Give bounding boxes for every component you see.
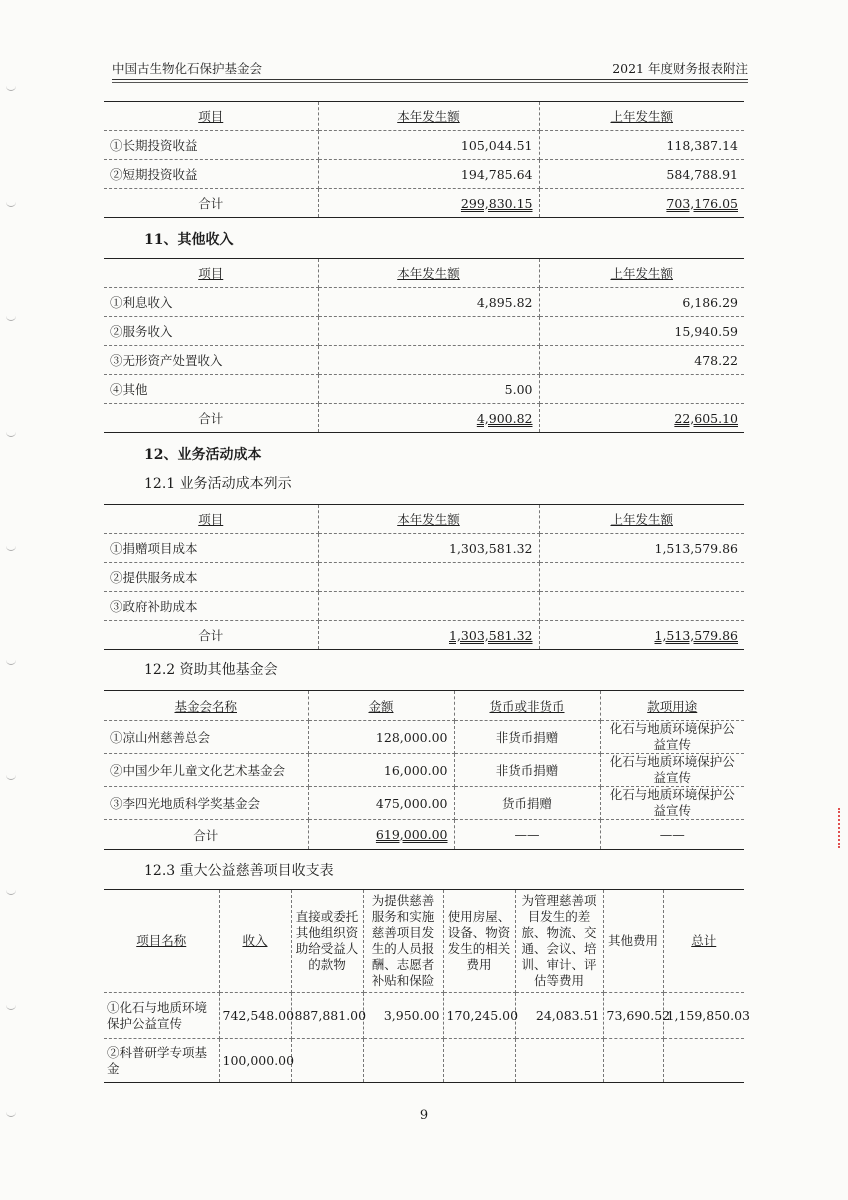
- col-header-facilities: 使用房屋、设备、物资发生的相关费用: [443, 890, 515, 993]
- table-row: [104, 721, 744, 754]
- col-header-personnel: 为提供慈善服务和实施慈善项目发生的人员报酬、志愿者补贴和保险: [363, 890, 443, 993]
- section-heading-12: 12、业务活动成本: [144, 447, 262, 463]
- investment-income-table: [104, 101, 744, 218]
- table-row: [104, 787, 744, 820]
- row-current: 5.00: [318, 375, 539, 404]
- table-row: [104, 534, 744, 563]
- row-previous: 584,788.91: [539, 160, 744, 189]
- total-row: [104, 621, 744, 650]
- row-personnel: 3,950.00: [363, 993, 443, 1039]
- col-header-total: 总计: [663, 890, 744, 993]
- col-header-current: 本年发生额: [318, 102, 539, 131]
- row-item: ①利息收入: [104, 288, 318, 317]
- row-item: ②短期投资收益: [104, 160, 318, 189]
- row-current: [318, 317, 539, 346]
- col-header-previous: 上年发生额: [539, 259, 744, 288]
- total-amount: 619,000.00: [375, 827, 448, 842]
- row-management: [515, 1039, 603, 1083]
- page-number: 9: [419, 1108, 429, 1123]
- row-item: ④其他: [104, 375, 318, 404]
- row-item: ①捐赠项目成本: [104, 534, 318, 563]
- table-row: [104, 754, 744, 787]
- header-report-title: 2021 年度财务报表附注: [612, 61, 748, 76]
- total-label: 合计: [104, 404, 318, 433]
- row-current: [318, 563, 539, 592]
- row-previous: 15,940.59: [539, 317, 744, 346]
- col-header-management: 为管理慈善项目发生的差旅、物流、交通、会议、培训、审计、评估等费用: [515, 890, 603, 993]
- total-row: [104, 404, 744, 433]
- row-personnel: [363, 1039, 443, 1083]
- table-row: [104, 1039, 744, 1083]
- section-heading-11: 11、其他收入: [144, 232, 234, 248]
- row-current: 1,303,581.32: [318, 534, 539, 563]
- row-foundation-name: ②中国少年儿童文化艺术基金会: [104, 754, 308, 787]
- row-current: [318, 592, 539, 621]
- row-monetary: 非货币捐赠: [454, 754, 600, 787]
- table-row: [104, 592, 744, 621]
- row-current: [318, 346, 539, 375]
- row-current: 105,044.51: [318, 131, 539, 160]
- red-stamp-edge: [838, 808, 843, 848]
- row-amount: 128,000.00: [308, 721, 454, 754]
- row-other: [603, 1039, 663, 1083]
- row-management: 24,083.51: [515, 993, 603, 1039]
- table-row: [104, 346, 744, 375]
- total-current: 1,303,581.32: [449, 627, 533, 643]
- row-amount: 475,000.00: [308, 787, 454, 820]
- total-monetary: ——: [454, 820, 600, 850]
- col-header-previous: 上年发生额: [539, 102, 744, 131]
- row-project-name: ①化石与地质环境保护公益宣传: [104, 993, 219, 1039]
- total-label: 合计: [104, 621, 318, 650]
- table-row: [104, 131, 744, 160]
- grants-to-foundations-table: [104, 690, 744, 850]
- row-amount: 16,000.00: [308, 754, 454, 787]
- row-previous: 1,513,579.86: [539, 534, 744, 563]
- row-total: [663, 1039, 744, 1083]
- business-activity-cost-table: [104, 504, 744, 650]
- col-header-previous: 上年发生额: [539, 505, 744, 534]
- section-heading-12-1: 12.1 业务活动成本列示: [144, 476, 292, 492]
- row-income: 742,548.00: [219, 993, 291, 1039]
- row-foundation-name: ③李四光地质科学奖基金会: [104, 787, 308, 820]
- row-current: 4,895.82: [318, 288, 539, 317]
- col-header-item: 项目: [104, 259, 318, 288]
- col-header-current: 本年发生额: [318, 259, 539, 288]
- row-current: 194,785.64: [318, 160, 539, 189]
- total-purpose: ——: [600, 820, 744, 850]
- row-facilities: [443, 1039, 515, 1083]
- table-row: [104, 288, 744, 317]
- table-row: [104, 317, 744, 346]
- col-header-amount: 金额: [308, 691, 454, 721]
- col-header-monetary: 货币或非货币: [454, 691, 600, 721]
- col-header-other: 其他费用: [603, 890, 663, 993]
- row-purpose: 化石与地质环境保护公益宣传: [600, 787, 744, 820]
- total-previous: 703,176.05: [666, 195, 738, 211]
- total-row: [104, 189, 744, 218]
- row-total: 1,159,850.03: [663, 993, 744, 1039]
- row-previous: [539, 375, 744, 404]
- col-header-direct-grants: 直接或委托其他组织资助给受益人的款物: [291, 890, 363, 993]
- total-label: 合计: [104, 820, 308, 850]
- table-row: [104, 160, 744, 189]
- total-previous: 22,605.10: [674, 410, 738, 426]
- total-row: [104, 820, 744, 850]
- row-direct-grants: [291, 1039, 363, 1083]
- row-foundation-name: ①凉山州慈善总会: [104, 721, 308, 754]
- col-header-purpose: 款项用途: [600, 691, 744, 721]
- row-monetary: 货币捐赠: [454, 787, 600, 820]
- col-header-item: 项目: [104, 505, 318, 534]
- col-header-income: 收入: [219, 890, 291, 993]
- other-income-table: [104, 258, 744, 433]
- row-previous: [539, 563, 744, 592]
- row-previous: 478.22: [539, 346, 744, 375]
- row-previous: 6,186.29: [539, 288, 744, 317]
- total-label: 合计: [104, 189, 318, 218]
- table-row: [104, 993, 744, 1039]
- header-org-name: 中国古生物化石保护基金会: [112, 61, 263, 76]
- row-other: 73,690.52: [603, 993, 663, 1039]
- col-header-foundation-name: 基金会名称: [104, 691, 308, 721]
- table-row: [104, 563, 744, 592]
- row-previous: 118,387.14: [539, 131, 744, 160]
- section-heading-12-2: 12.2 资助其他基金会: [144, 662, 278, 678]
- row-item: ②服务收入: [104, 317, 318, 346]
- row-project-name: ②科普研学专项基金: [104, 1039, 219, 1083]
- row-previous: [539, 592, 744, 621]
- row-facilities: 170,245.00: [443, 993, 515, 1039]
- row-income: 100,000.00: [219, 1039, 291, 1083]
- row-item: ③无形资产处置收入: [104, 346, 318, 375]
- total-current: 4,900.82: [476, 410, 533, 426]
- page-header: [112, 59, 748, 80]
- row-item: ③政府补助成本: [104, 592, 318, 621]
- total-previous: 1,513,579.86: [654, 627, 738, 643]
- total-current: 299,830.15: [460, 195, 533, 211]
- table-row: [104, 375, 744, 404]
- row-monetary: 非货币捐赠: [454, 721, 600, 754]
- row-direct-grants: 887,881.00: [291, 993, 363, 1039]
- row-item: ②提供服务成本: [104, 563, 318, 592]
- major-charity-project-table: [104, 889, 750, 1083]
- row-purpose: 化石与地质环境保护公益宣传: [600, 754, 744, 787]
- col-header-project-name: 项目名称: [104, 890, 219, 993]
- row-purpose: 化石与地质环境保护公益宣传: [600, 721, 744, 754]
- col-header-current: 本年发生额: [318, 505, 539, 534]
- section-heading-12-3: 12.3 重大公益慈善项目收支表: [144, 863, 334, 879]
- row-item: ①长期投资收益: [104, 131, 318, 160]
- col-header-item: 项目: [104, 102, 318, 131]
